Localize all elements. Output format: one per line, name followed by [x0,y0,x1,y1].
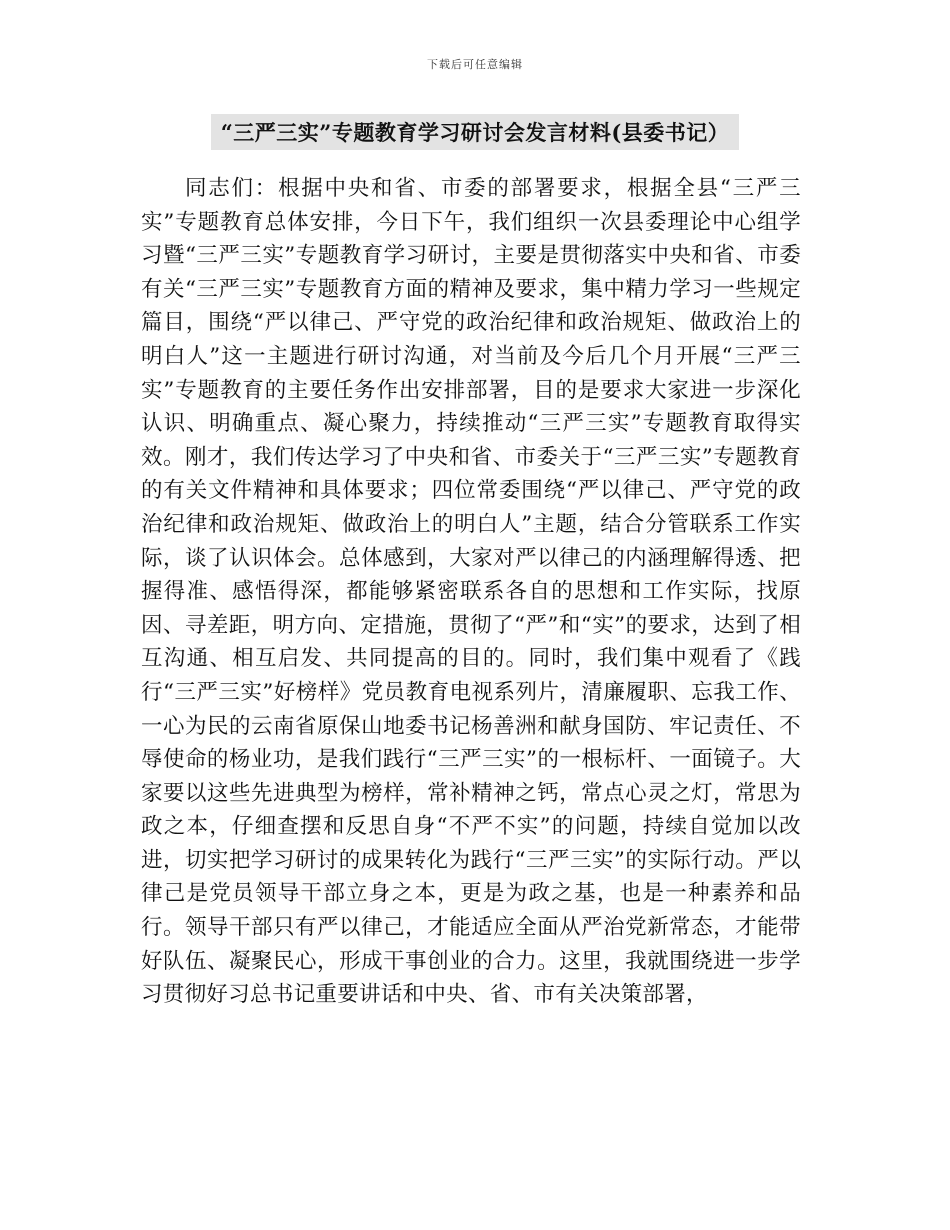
document-title: “三严三实”专题教育学习研讨会发言材料(县委书记） [211,114,740,150]
body-paragraph: 同志们：根据中央和省、市委的部署要求，根据全县“三严三实”专题教育总体安排，今日下午，我们组织一次县委理论中心组学习暨“三严三实”专题教育学习研讨，主要是贯彻落实中央和省、市委有关“三严三实”专题教育方面的精神及要求，集中精力学习一些规定篇目，围绕“严以律己、严守党的政治纪律和政治规矩、做政治上的明白人”这一主题进行研讨沟通，对当前及今后几个月开展“三严三实”专题教育的主要任务作出安排部署，目的是要求大家进一步深化认识、明确重点、凝心聚力，持续推动“三严三实”专题教育取得实效。刚才，我们传达学习了中央和省、市委关于“三严三实”专题教育的有关文件精神和具体要求；四位常委围绕“严以律己、严守党的政治纪律和政治规矩、做政治上的明白人”主题，结合分管联系工作实际，谈了认识体会。总体感到，大家对严以律己的内涵理解得透、把握得准、感悟得深，都能够紧密联系各自的思想和工作实际，找原因、寻差距，明方向、定措施，贯彻了“严”和“实”的要求，达到了相互沟通、相互启发、共同提高的目的。同时，我们集中观看了《践行“三严三实”好榜样》党员教育电视系列片，清廉履职、忘我工作、一心为民的云南省原保山地委书记杨善洲和献身国防、牢记责任、不辱使命的杨业功，是我们践行“三严三实”的一根标杆、一面镜子。大家要以这些先进典型为榜样，常补精神之钙，常点心灵之灯，常思为政之本，仔细查摆和反思自身“不严不实”的问题，持续自觉加以改进，切实把学习研讨的成果转化为践行“三严三实”的实际行动。严以律己是党员领导干部立身之本，更是为政之基，也是一种素养和品行。领导干部只有严以律己，才能适应全面从严治党新常态，才能带好队伍、凝聚民心，形成干事创业的合力。这里，我就围绕进一步学习贯彻好习总书记重要讲话和中央、省、市有关决策部署， [141,176,801,1008]
page-header-note: 下载后可任意编辑 [427,58,523,71]
document-title-container [0,114,950,150]
